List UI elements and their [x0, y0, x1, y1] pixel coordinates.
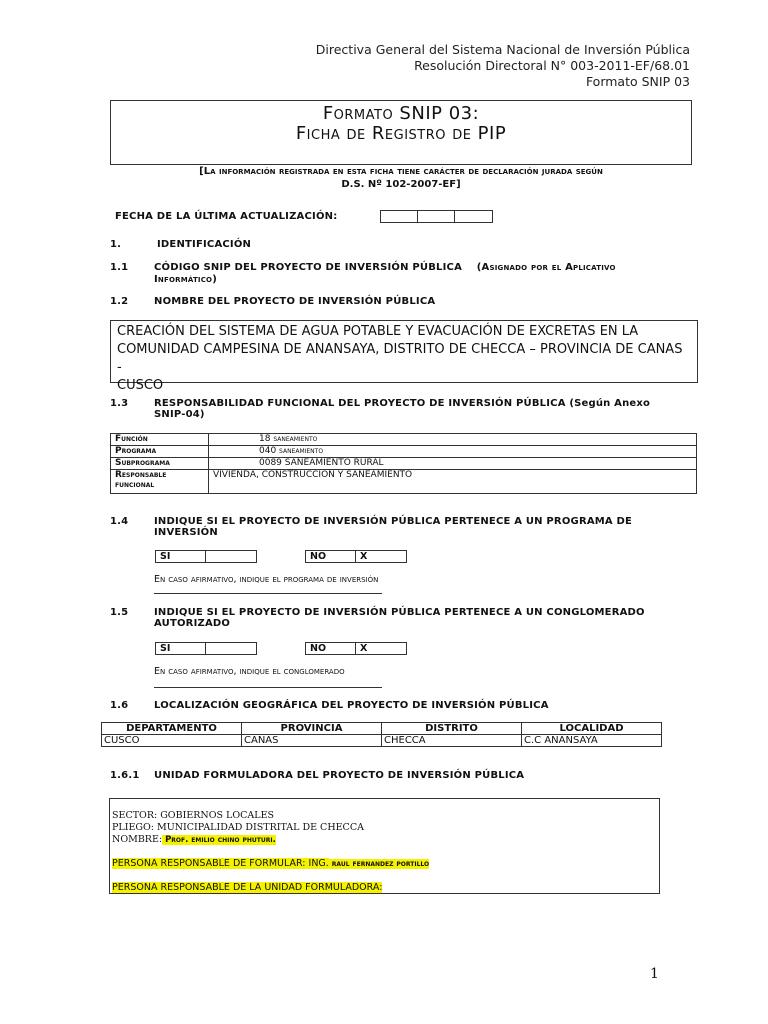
- table-row: [111, 434, 697, 446]
- project-name-line-3: CUSCO: [117, 378, 164, 393]
- project-name-line-1: CREACIÓN DEL SISTEMA DE AGUA POTABLE Y EVACUACIÓN DE EXCRETAS EN LA: [117, 324, 639, 339]
- section-1-1-number: 1.1: [110, 262, 129, 273]
- section-1-5-label: INDIQUE SI EL PROYECTO DE INVERSIÓN PÚBLICA PERTENECE A UN CONGLOMERADO AUTORIZADO: [154, 607, 645, 629]
- section-1-3-number: 1.3: [110, 398, 129, 409]
- header-departamento: DEPARTAMENTO: [102, 723, 242, 735]
- conglomerate-no-value[interactable]: X: [360, 643, 368, 654]
- persona-formular-value: raul fernandez portillo: [328, 859, 430, 869]
- table-header-row: [102, 723, 662, 735]
- page-number: 1: [650, 966, 659, 982]
- section-1-6-1-number: 1.6.1: [110, 770, 140, 781]
- header-line-1: Directiva General del Sistema Nacional de Inversión Pública: [315, 42, 690, 57]
- snip-code-label: CÓDIGO SNIP DEL PROYECTO DE INVERSIÓN PÚBLICA: [154, 262, 463, 273]
- header-distrito: DISTRITO: [382, 723, 522, 735]
- header-line-2: Resolución Directoral N° 003-2011-EF/68.01: [414, 58, 690, 73]
- persona-unidad-line: [112, 882, 657, 894]
- program-si-option[interactable]: [155, 550, 257, 563]
- last-update-label: FECHA DE LA ÚLTIMA ACTUALIZACIÓN:: [115, 211, 338, 222]
- header-localidad: LOCALIDAD: [522, 723, 662, 735]
- header-line-3: Formato SNIP 03: [585, 74, 690, 89]
- section-1-6-label: LOCALIZACIÓN GEOGRÁFICA DEL PROYECTO DE INVERSIÓN PÚBLICA: [154, 700, 549, 711]
- section-1-label: IDENTIFICACIÓN: [157, 239, 252, 250]
- form-subtitle: Ficha de Registro de PIP: [295, 123, 507, 144]
- sworn-declaration: [110, 165, 692, 191]
- persona-formular-label: PERSONA RESPONSABLE DE FORMULAR: ING.: [112, 858, 329, 869]
- table-row: [111, 446, 697, 458]
- section-1-number: 1.: [110, 239, 122, 250]
- sector-line: SECTOR: GOBIERNOS LOCALES: [112, 810, 275, 821]
- functional-responsibility-table: [110, 433, 697, 494]
- section-1-5-number: 1.5: [110, 607, 129, 618]
- section-1-4-label: INDIQUE SI EL PROYECTO DE INVERSIÓN PÚBLICA PERTENECE A UN PROGRAMA DE INVERSIÓN: [154, 516, 633, 538]
- cell-localidad: C.C ANANSAYA: [522, 735, 662, 747]
- directive-header: [316, 42, 690, 90]
- nombre-value: Prof. emilio chino phuturi.: [162, 835, 276, 845]
- pliego-line: PLIEGO: MUNICIPALIDAD DISTRITAL DE CHECCA: [112, 822, 364, 833]
- conglomerate-blank-line[interactable]: [154, 687, 382, 688]
- program-blank-line[interactable]: [154, 593, 382, 594]
- persona-formular-line: [112, 858, 657, 870]
- date-cell-day[interactable]: [381, 211, 418, 222]
- program-no-label: NO: [306, 551, 356, 562]
- responsible-value: VIVIENDA, CONSTRUCCION Y SANEAMIENTO: [209, 470, 697, 494]
- conglomerate-note: En caso afirmativo, indique el conglomerado: [154, 666, 345, 677]
- section-1-4-number: 1.4: [110, 516, 129, 527]
- section-1-2-number: 1.2: [110, 296, 129, 307]
- program-value: 040 saneamiento: [209, 446, 697, 458]
- date-cell-year[interactable]: [455, 211, 492, 222]
- conglomerate-si-value[interactable]: [206, 643, 256, 654]
- program-si-label: SI: [156, 551, 206, 562]
- section-1-6-number: 1.6: [110, 700, 129, 711]
- section-1-3-label-line-1: RESPONSABILIDAD FUNCIONAL DEL PROYECTO DE INVERSIÓN PÚBLICA (Según Anexo: [154, 398, 651, 409]
- declaration-line-1: [La información registrada en esta ficha tiene carácter de declaración jurada según: [199, 166, 603, 177]
- section-1-6-1-label: UNIDAD FORMULADORA DEL PROYECTO DE INVERSIÓN PÚBLICA: [154, 770, 525, 781]
- location-table: [101, 722, 662, 747]
- section-1-3-label: [154, 398, 650, 420]
- snip-code-note: (Asignado por el Aplicativo: [476, 262, 616, 273]
- formulator-unit-box: [109, 798, 660, 894]
- date-cell-month[interactable]: [418, 211, 455, 222]
- persona-unidad-label: PERSONA RESPONSABLE DE LA UNIDAD FORMULADORA:: [112, 882, 383, 893]
- cell-departamento: CUSCO: [102, 735, 242, 747]
- section-1-1-label: [154, 262, 616, 273]
- cell-provincia: CANAS: [242, 735, 382, 747]
- conglomerate-no-option[interactable]: [305, 642, 407, 655]
- table-row: [102, 735, 662, 747]
- program-si-value[interactable]: [206, 551, 256, 562]
- program-no-option[interactable]: [305, 550, 407, 563]
- responsible-key: Responsable funcional: [111, 470, 209, 494]
- table-row: [111, 470, 697, 494]
- program-key: Programa: [111, 446, 209, 458]
- project-name-line-2: COMUNIDAD CAMPESINA DE ANANSAYA, DISTRITO DE CHECCA – PROVINCIA DE CANAS -: [117, 342, 683, 375]
- snip-code-note-2: Informático): [154, 274, 217, 285]
- function-value: 18 saneamiento: [209, 434, 697, 446]
- subprogram-value: 0089 SANEAMIENTO RURAL: [209, 458, 697, 470]
- declaration-line-2: D.S. Nº 102-2007-EF]: [341, 179, 461, 190]
- program-no-value[interactable]: X: [360, 551, 368, 562]
- section-1-3-label-line-2: SNIP-04): [154, 409, 205, 420]
- form-title: Formato SNIP 03:: [322, 103, 480, 124]
- cell-distrito: CHECCA: [382, 735, 522, 747]
- function-key: Función: [111, 434, 209, 446]
- project-name-box: [110, 320, 698, 393]
- program-note: En caso afirmativo, indique el programa de inversión: [154, 574, 379, 585]
- nombre-line: [112, 834, 657, 846]
- header-provincia: PROVINCIA: [242, 723, 382, 735]
- last-update-date-cells[interactable]: [380, 210, 493, 223]
- table-row: [111, 458, 697, 470]
- title-box: [110, 100, 692, 165]
- subprogram-key: Subprograma: [111, 458, 209, 470]
- conglomerate-no-label: NO: [306, 643, 356, 654]
- section-1-2-label: NOMBRE DEL PROYECTO DE INVERSIÓN PÚBLICA: [154, 296, 436, 307]
- conglomerate-si-label: SI: [156, 643, 206, 654]
- conglomerate-si-option[interactable]: [155, 642, 257, 655]
- nombre-label: NOMBRE:: [112, 834, 163, 845]
